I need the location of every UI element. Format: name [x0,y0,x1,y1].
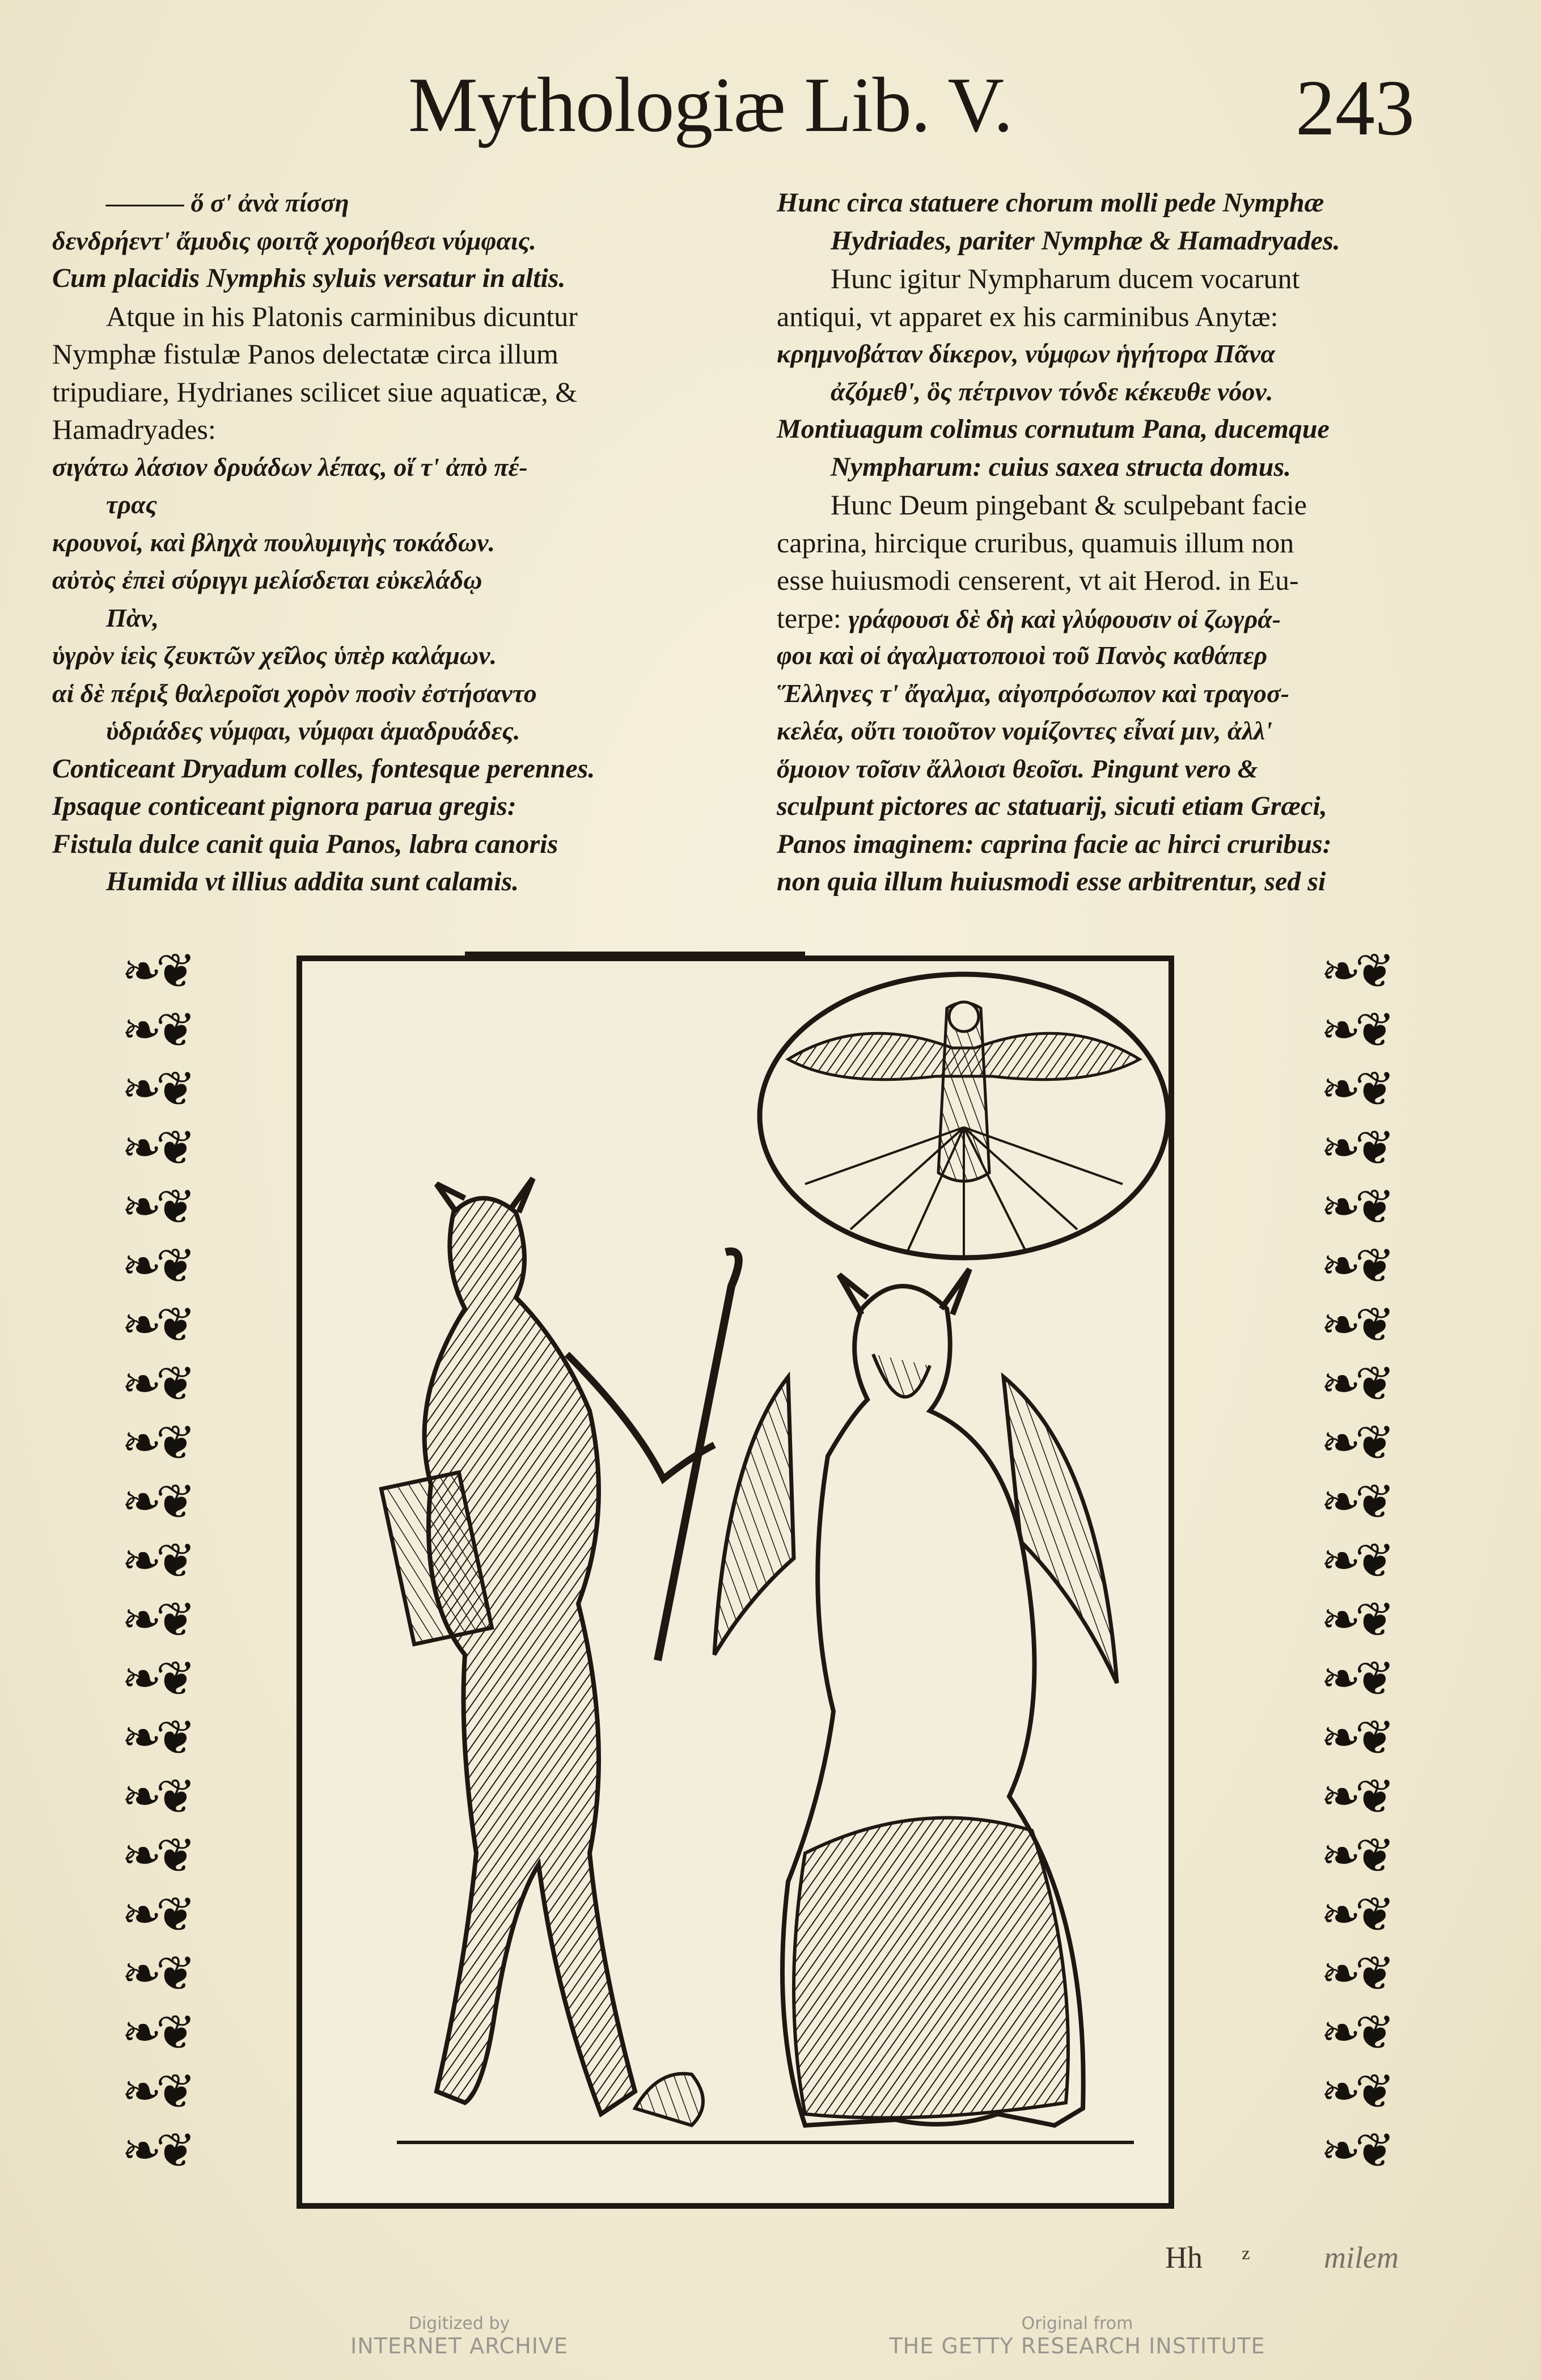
text-line: Atque in his Platonis carminibus dicuntur [106,300,578,332]
fleuron-ornament-icon [1321,1413,1390,1472]
text-line: Conticeant Dryadum colles, fontesque perennes. [52,753,595,784]
fleuron-ornament-icon [122,1708,190,1767]
fleuron-ornament-icon [1321,2121,1390,2180]
fleuron-ornament-icon [1321,2003,1390,2062]
text-line: sculpunt pictores ac statuarij, sicuti etiam Græci, [777,791,1327,821]
fleuron-ornament-icon [1321,1944,1390,2003]
left-ornament-border [79,941,232,2180]
fleuron-ornament-icon [122,2003,190,2062]
fleuron-ornament-icon [1321,2062,1390,2121]
running-title: Mythologiæ Lib. V. [408,61,1013,148]
fleuron-ornament-icon [122,1354,190,1413]
text-line: Cum placidis Nymphis syluis versatur in altis. [52,263,566,293]
signature-mark: Hh [1165,2241,1203,2275]
digitized-source: INTERNET ARCHIVE [350,2334,568,2358]
fleuron-ornament-icon [122,2121,190,2180]
text-line: αὐτὸς ἐπεὶ σύριγγι μελίσδεται εὐκελάδῳ [52,565,482,594]
text-line: Hunc igitur Nympharum ducem vocarunt [831,263,1300,294]
text-line: Ἕλληνες τ' ἄγαλμα, αἰγοπρόσωπον καὶ τραγοσ- [777,678,1290,708]
original-source: THE GETTY RESEARCH INSTITUTE [889,2334,1265,2358]
digitized-label: Digitized by [408,2314,510,2334]
text-line: Nymphæ fistulæ Panos delectatæ circa illum [52,338,558,370]
fleuron-ornament-icon [122,1000,190,1059]
fleuron-ornament-icon [122,1649,190,1708]
text-line: Hunc circa statuere chorum molli pede Nymphæ [777,188,1324,218]
fleuron-ornament-icon [122,1059,190,1118]
fleuron-ornament-icon [1321,1649,1390,1708]
text-line: ὑγρὸν ἱεὶς ζευκτῶν χεῖλος ὑπὲρ καλάμων. [52,641,497,670]
fleuron-ornament-icon [122,1295,190,1354]
text-segment: terpe: [777,602,849,634]
fleuron-ornament-icon [1321,1295,1390,1354]
text-line: Hunc Deum pingebant & sculpebant facie [831,489,1307,521]
text-line: non quia illum huiusmodi esse arbitrentur, sed si [777,866,1326,897]
original-from-credit [822,2314,1332,2358]
right-text-column [777,184,1468,901]
text-line: Hydriades, pariter Nymphæ & Hamadryades. [831,225,1340,256]
text-line: esse huiusmodi censerent, vt ait Herod. in Eu- [777,564,1299,596]
right-ornament-border [1278,941,1432,2180]
text-line: σιγάτω λάσιον δρυάδων λέπας, οἵ τ' ἀπὸ πέ- [52,452,528,481]
text-line: Humida vt illius addita sunt calamis. [106,866,519,897]
catchword: milem [1324,2241,1399,2275]
text-line: Ipsaque conticeant pignora parua gregis: [52,791,517,821]
text-line: Nympharum: cuius saxea structa domus. [831,451,1292,482]
text-line: ὑδριάδες νύμφαι, νύμφαι ἁμαδρυάδες. [106,716,520,745]
text-line: Πὰν, [106,603,159,632]
text-line: ἀζόμεθ', ὃς πέτρινον τόνδε κέκευθε νόον. [831,377,1273,406]
digitized-by-credit [317,2314,601,2358]
signature-number: ᶻ [1242,2241,1250,2275]
fleuron-ornament-icon [1321,1236,1390,1295]
text-line: κρημνοβάταν δίκερον, νύμφων ἡγήτορα Πᾶνα [777,339,1275,368]
text-line: κρουνοί, καὶ βληχὰ πουλυμιγὴς τοκάδων. [52,527,496,557]
text-line: ὅμοιον τοῖσιν ἄλλοισι θεοῖσι. Pingunt vero & [777,754,1258,783]
fleuron-ornament-icon [1321,1885,1390,1944]
medallion-winged-figure [760,974,1168,1258]
text-line: δενδρήεντ' ἄμυδις φοιτᾷ χοροήθεσι νύμφαις. [52,226,536,255]
fleuron-ornament-icon [122,2062,190,2121]
fleuron-ornament-icon [1321,1708,1390,1767]
text-line [777,599,1468,637]
text-line: Montiuagum colimus cornutum Pana, ducemque [777,414,1330,444]
text-segment: γράφουσι δὲ δὴ καὶ γλύφουσιν οἱ ζωγρά- [848,604,1281,633]
text-line: ——— ὅ σ' ἀνὰ πίσση [106,188,349,217]
text-line: Panos imaginem: caprina facie ac hirci cruribus: [777,828,1332,859]
fleuron-ornament-icon [122,1472,190,1531]
woodcut-illustration [295,946,1176,2213]
text-line: antiqui, vt apparet ex his carminibus Anytæ: [777,300,1278,332]
fleuron-ornament-icon [122,1885,190,1944]
fleuron-ornament-icon [1321,941,1390,1000]
fleuron-ornament-icon [122,1236,190,1295]
fleuron-ornament-icon [1321,1472,1390,1531]
fleuron-ornament-icon [122,1944,190,2003]
text-line: τρας [106,490,158,519]
fleuron-ornament-icon [1321,1354,1390,1413]
text-line: Fistula dulce canit quia Panos, labra canoris [52,828,558,859]
fleuron-ornament-icon [122,1590,190,1649]
text-line: κελέα, οὔτι τοιοῦτον νομίζοντες εἶναί μιν, ἀλλ' [777,716,1273,745]
fleuron-ornament-icon [1321,1531,1390,1590]
fleuron-ornament-icon [122,1826,190,1885]
original-label: Original from [1021,2314,1133,2334]
fleuron-ornament-icon [1321,1767,1390,1826]
fleuron-ornament-icon [122,1767,190,1826]
text-line: tripudiare, Hydrianes scilicet siue aquaticæ, & [52,375,578,408]
fleuron-ornament-icon [122,1531,190,1590]
fleuron-ornament-icon [1321,1590,1390,1649]
text-line: αἱ δὲ πέριξ θαλεροῖσι χορὸν ποσὶν ἐστήσαντο [52,678,537,708]
text-line: Hamadryades: [52,413,216,445]
page-number: 243 [1296,64,1415,152]
left-text-column [52,184,721,901]
text-line: φοι καὶ οἱ ἀγαλματοποιοὶ τοῦ Πανὸς καθάπερ [777,641,1268,670]
fleuron-ornament-icon [1321,1118,1390,1177]
fleuron-ornament-icon [1321,1059,1390,1118]
fleuron-ornament-icon [122,1177,190,1236]
fleuron-ornament-icon [122,1413,190,1472]
fleuron-ornament-icon [122,1118,190,1177]
fleuron-ornament-icon [1321,1826,1390,1885]
fleuron-ornament-icon [1321,1177,1390,1236]
fleuron-ornament-icon [1321,1000,1390,1059]
fleuron-ornament-icon [122,941,190,1000]
text-line: caprina, hircique cruribus, quamuis illum non [777,526,1294,559]
